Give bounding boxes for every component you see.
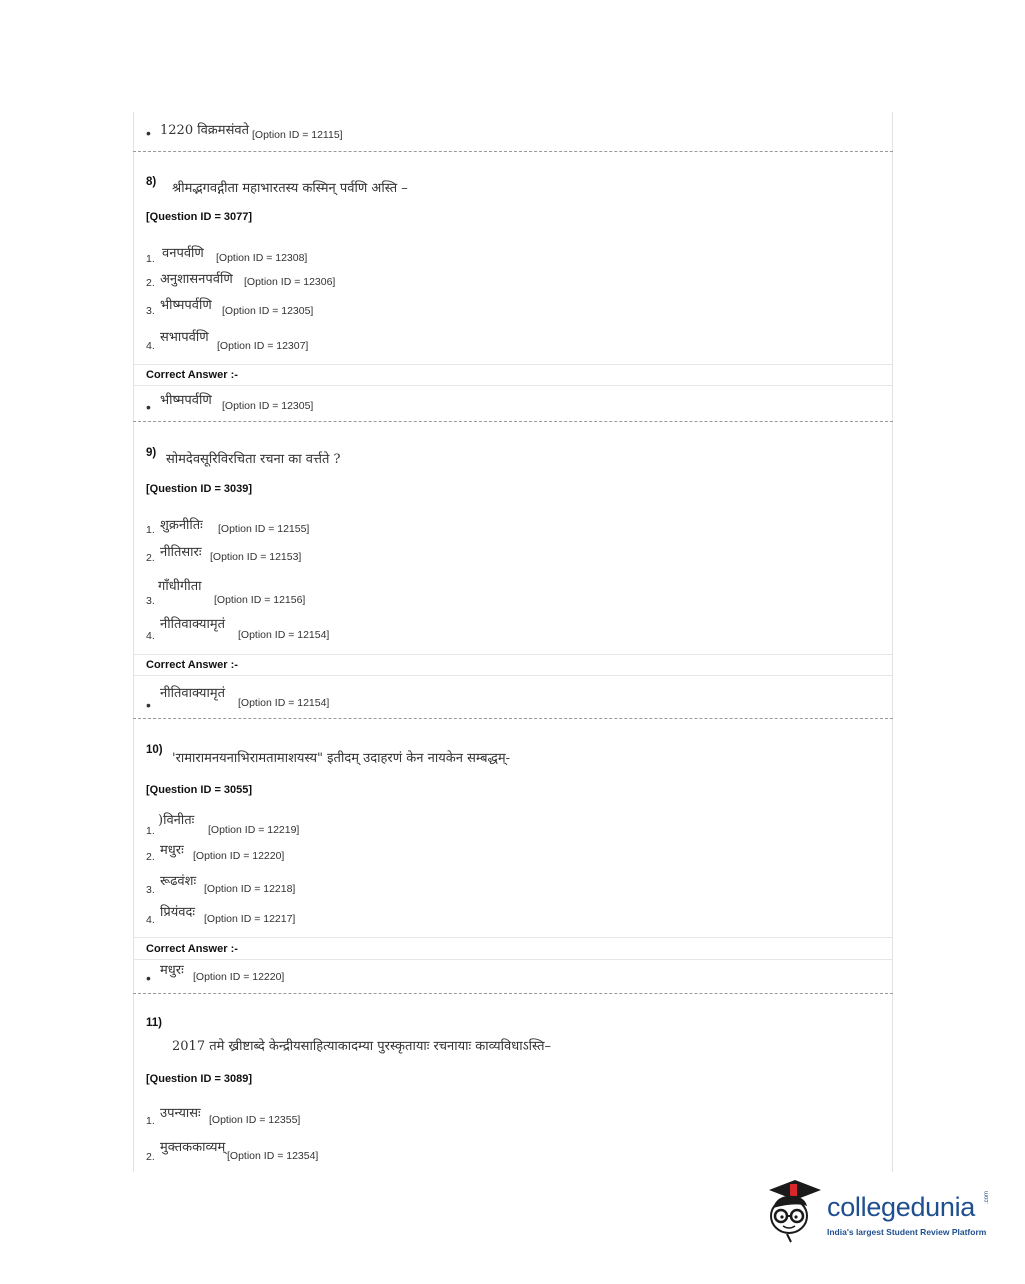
logo-domain-suffix: .com <box>984 1190 990 1204</box>
correct-answer-option-id: [Option ID = 12305] <box>222 400 314 412</box>
option-number: 2. <box>146 552 155 564</box>
document-frame <box>133 112 893 1172</box>
option-number: 1. <box>146 1115 155 1127</box>
correct-answer-label: Correct Answer :- <box>146 369 238 381</box>
option-text: मधुरः <box>160 843 184 858</box>
option-number: 4. <box>146 630 155 642</box>
separator <box>133 385 893 386</box>
option-text: सभापर्वणि <box>160 330 209 345</box>
option-text: उपन्यासः <box>160 1106 201 1121</box>
option-text: शुक्रनीतिः <box>160 518 203 533</box>
option-id: [Option ID = 12155] <box>218 523 310 535</box>
option-id: [Option ID = 12355] <box>209 1114 301 1126</box>
prev-answer-option-id: [Option ID = 12115] <box>252 129 343 141</box>
correct-answer-bullet: • <box>146 697 151 713</box>
option-number: 1. <box>146 524 155 536</box>
prev-answer-bullet: • <box>146 125 151 141</box>
correct-answer-option-id: [Option ID = 12154] <box>238 697 330 709</box>
option-id: [Option ID = 12156] <box>214 594 306 606</box>
option-text: नीतिसारः <box>160 545 202 560</box>
correct-answer-text: भीष्मपर्वणि <box>160 393 212 408</box>
question-number: 10) <box>146 744 163 756</box>
option-id: [Option ID = 12308] <box>216 252 308 264</box>
divider <box>133 421 893 422</box>
logo-tagline: India's largest Student Review Platform <box>827 1227 987 1237</box>
question-text: 2017 तमे ख्रीष्टाब्दे केन्द्रीयसाहित्याकादम्या पुरस्कृतायाः रचनायाः काव्यविधाऽस्ति– <box>172 1039 552 1054</box>
question-text: 'रामारामनयनाभिरामतामाशयस्य" इतीदम् उदाहरणं केन नायकेन सम्बद्धम्- <box>172 751 511 766</box>
separator <box>133 654 893 655</box>
option-text: वनपर्वणि <box>162 246 204 261</box>
option-number: 3. <box>146 595 155 607</box>
logo-wordmark: collegedunia <box>827 1192 976 1222</box>
option-number: 2. <box>146 277 155 289</box>
option-text: भीष्मपर्वणि <box>160 298 212 313</box>
option-text: )विनीतः <box>158 813 195 828</box>
option-id: [Option ID = 12305] <box>222 305 314 317</box>
collegedunia-logo <box>765 1176 995 1248</box>
option-text: प्रियंवदः <box>160 905 196 920</box>
correct-answer-label: Correct Answer :- <box>146 659 238 671</box>
question-number: 9) <box>146 447 157 459</box>
mascot-icon <box>765 1176 827 1248</box>
divider <box>133 718 893 719</box>
separator <box>133 364 893 365</box>
question-id: [Question ID = 3055] <box>146 784 253 796</box>
question-text: श्रीमद्भगवद्गीता महाभारतस्य कस्मिन् पर्वणि अस्ति – <box>172 181 408 196</box>
question-id: [Question ID = 3089] <box>146 1073 253 1085</box>
option-number: 3. <box>146 884 155 896</box>
option-number: 4. <box>146 340 155 352</box>
option-id: [Option ID = 12218] <box>204 883 296 895</box>
correct-answer-text: नीतिवाक्यामृतं <box>160 686 226 701</box>
question-id: [Question ID = 3077] <box>146 211 253 223</box>
divider <box>133 151 893 152</box>
question-number: 8) <box>146 176 157 188</box>
option-number: 2. <box>146 851 155 863</box>
option-id: [Option ID = 12307] <box>217 340 309 352</box>
option-id: [Option ID = 12306] <box>244 276 336 288</box>
option-id: [Option ID = 12217] <box>204 913 296 925</box>
correct-answer-option-id: [Option ID = 12220] <box>193 971 285 983</box>
option-text: रूढवंशः <box>160 874 197 889</box>
option-id: [Option ID = 12354] <box>227 1150 319 1162</box>
prev-answer-text: 1220 विक्रमसंवते <box>160 123 249 138</box>
correct-answer-label: Correct Answer :- <box>146 943 238 955</box>
option-number: 1. <box>146 253 155 265</box>
option-number: 2. <box>146 1151 155 1163</box>
question-id: [Question ID = 3039] <box>146 483 253 495</box>
question-number: 11) <box>146 1017 162 1029</box>
option-id: [Option ID = 12154] <box>238 629 330 641</box>
question-text: सोमदेवसूरिविरचिता रचना का वर्त्तते ? <box>166 452 341 467</box>
option-id: [Option ID = 12220] <box>193 850 285 862</box>
separator <box>133 675 893 676</box>
option-text: मुक्तककाव्यम् <box>160 1140 226 1155</box>
separator <box>133 937 893 938</box>
option-number: 4. <box>146 914 155 926</box>
correct-answer-bullet: • <box>146 970 151 986</box>
option-number: 1. <box>146 825 155 837</box>
option-id: [Option ID = 12219] <box>208 824 300 836</box>
option-text: गाँधीगीता <box>158 579 202 594</box>
divider <box>133 993 893 994</box>
option-id: [Option ID = 12153] <box>210 551 302 563</box>
correct-answer-bullet: • <box>146 399 151 415</box>
correct-answer-text: मधुरः <box>160 963 184 978</box>
separator <box>133 959 893 960</box>
option-text: अनुशासनपर्वणि <box>160 272 233 287</box>
option-text: नीतिवाक्यामृतं <box>160 617 226 632</box>
option-number: 3. <box>146 305 155 317</box>
